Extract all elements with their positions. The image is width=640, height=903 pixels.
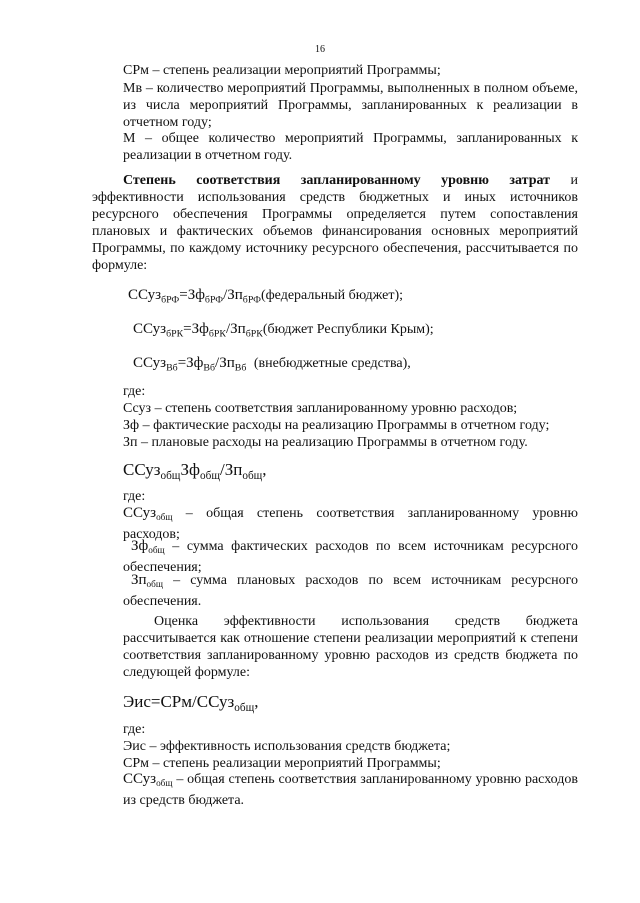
- where-label-1: где:: [123, 384, 146, 399]
- formula-federal: $ССуз_{бРФ}=Зф_{бРФ}/Зп_{бРФ}(федеральный$ бюджет);: [128, 287, 404, 306]
- where2-item-zf-total: $Зф_{общ}$ – сумма фактических расходов по всем источникам ресурсного обеспечения;: [123, 538, 578, 576]
- section-paragraph: [92, 172, 578, 274]
- def-srm: СРм – степень реализации мероприятий Программы;: [123, 63, 441, 78]
- where-label-3: где:: [123, 722, 146, 737]
- formula-offbudget: $ССуз_{Вб}=Зф_{Вб}/Зп_{Вб}$ (внебюджетные средства),: [133, 355, 411, 374]
- section-bold-lead: Степень соответствия запланированному уровню затрат: [123, 173, 551, 188]
- where1-item-zf: Зф – фактические расходы на реализацию Программы в отчетном году;: [123, 418, 550, 433]
- where1-item-zp: Зп – плановые расходы на реализацию Программы в отчетном году.: [123, 435, 528, 450]
- where3-item-ssuz-total: ССуз$_{общ}$ – общая степень соответствия запланированному уровню расходов из средств бюджета.: [123, 771, 578, 809]
- where-label-2: где:: [123, 489, 146, 504]
- def-m: М – общее количество мероприятий Программы, запланированных к реализации в отчетном году.: [123, 131, 578, 163]
- def-mv: Мв – количество мероприятий Программы, выполненных в полном объеме, из числа мероприятий Программы, запланированных к реализации в отчетном году;: [123, 81, 578, 130]
- where2-item-ssuz-total: ССуз$_{общ}$ – общая степень соответствия запланированному уровню расходов;: [123, 505, 578, 543]
- formula-total: $ССуз_{общ}Зф_{общ}/Зп_{общ}$,: [123, 460, 267, 482]
- section-text: и эффективности использования средств бюджетных и иных источников ресурсного обеспечения Программы определяется путем сопоставления плановых и фактических объемов финансирования основных мероприятий Программы, по каждому источнику ресурсного обеспечения, рассчитывается по формуле:: [92, 173, 578, 273]
- formula-republic: $ССуз_{бРК}=Зф_{бРК}/Зп_{бРК}(бюджет$ Республики Крым);: [133, 321, 434, 340]
- formula-efficiency: Эис=СРм/ССуз$_{общ}$,: [123, 692, 259, 714]
- efficiency-paragraph: Оценка эффективности использования средств бюджета рассчитывается как отношение степени реализации мероприятий к степени соответствия запланированному уровню расходов из средств бюджета по следующей формуле:: [123, 614, 578, 680]
- where2-item-zp-total: $Зп_{общ}$ – сумма плановых расходов по всем источникам ресурсного обеспечения.: [123, 572, 578, 610]
- page-number: 16: [315, 44, 325, 55]
- where1-item-ssuz: Ссуз – степень соответствия запланированному уровню расходов;: [123, 401, 518, 416]
- where3-item-eis: Эис – эффективность использования средств бюджета;: [123, 739, 451, 754]
- where3-item-srm: СРм – степень реализации мероприятий Программы;: [123, 756, 441, 771]
